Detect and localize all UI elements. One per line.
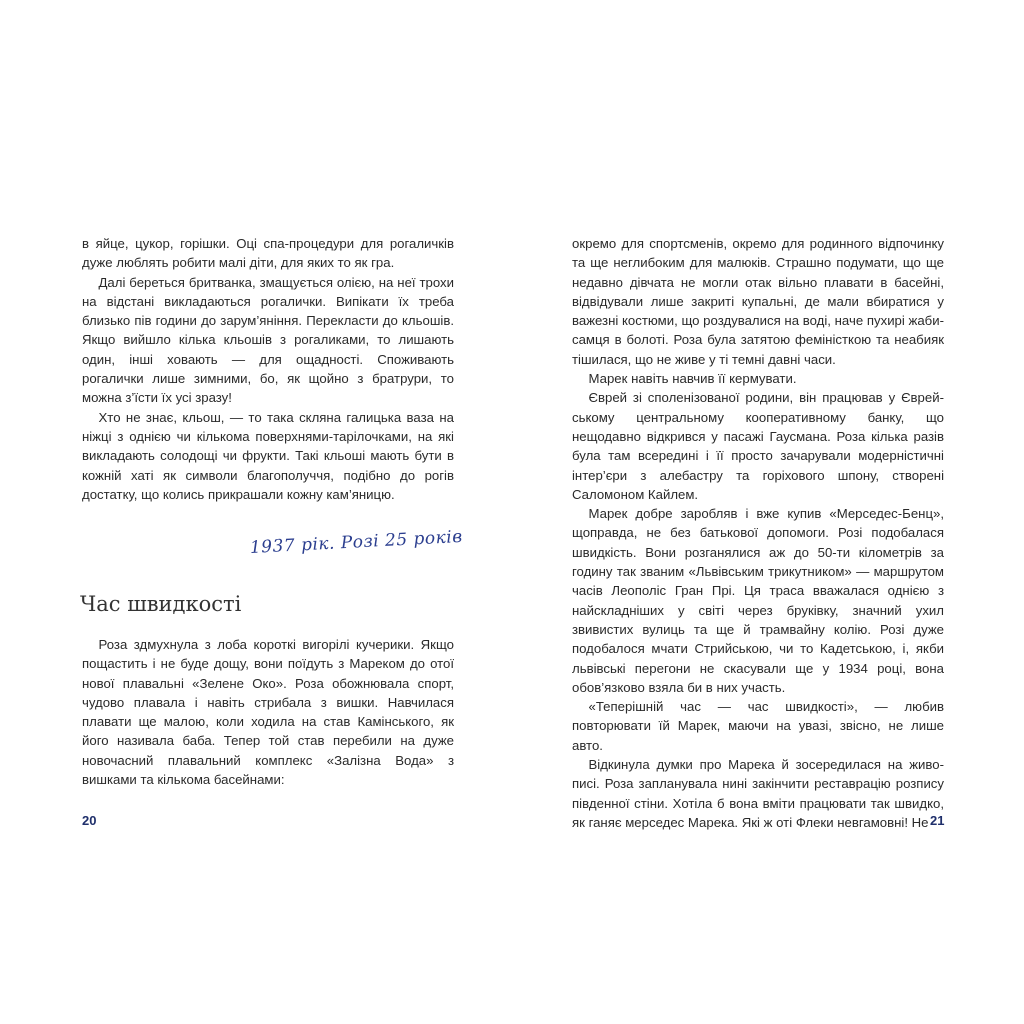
right-text-block <box>572 234 944 832</box>
paragraph: окремо для спортсменів, окремо для родинного відпочинку та ще неглибоким для малюків. Страшно подумати, що ще недавно дівчата не могли отак вільно плавати в басейні, відвідували лише закриті купальні, де мали вбиратися у важезні костюми, що роздувалися на воді, наче пухирі жаби-самця в болоті. Роза була затятою феміністкою та неабияк тішилася, що не живе у ті темні давні часи. <box>572 236 944 367</box>
paragraph: Відкинула думки про Марека й зосередилася на живописі. Роза запланувала нині закінчити реставрацію розпису південної стіни. Хотіла б вона вміти працювати так швидко, як ганяє мерседес Марека. Які ж оті Флеки невгамовні! Не <box>572 757 944 830</box>
left-text-block-top <box>82 234 454 504</box>
paragraph: в яйце, цукор, горішки. Оці спа-процедури для рогаличків дуже люблять робити малі діти, для яких то як гра. <box>82 236 454 271</box>
paragraph: Хто не знає, кльош, — то така скляна галицька ваза на ніжці з однією чи кількома поверхнями-тарілочками, на які викладають солодощі чи фрукти. Такі кльоші мають бути в кожній хаті як символи благополуччя, подібно до рогів достатку, що колись прикрашали кожну кам’яницю. <box>82 409 454 502</box>
paragraph: Єврей зі споленізованої родини, він працював у Єврейському центральному кооперативному банку, що нещодавно відкрився у пасажі Гаусмана. Роза кілька разів була там всередині і її просто зачарували модерністичні інтер’єри з алебастру та горіхового шпону, створені Саломоном Кайлем. <box>572 390 944 502</box>
paragraph: Марек добре заробляв і вже купив «Мерседес-Бенц», щоправда, не без батькової допомоги. Розі подобалася швидкість. Вони розганялися аж до 50-ти кілометрів за годину так званим «Львівським трикутником» — маршрутом часів Леополіс Гран Прі. Ця траса вважалася однією з найскладніших у світі через бруківку, значний ухил звивистих вулиць та ще й трамвайну колію. Розі дуже подобалося мчати Стрийською, чи то Кадетською, і, якби львівські перегони не скасували ще у 1934 році, вона обов’язково взяла би в них участь. <box>572 506 944 695</box>
page-number-left: 20 <box>82 813 97 828</box>
right-page <box>512 0 1024 1024</box>
section-title: Час швидкості <box>80 592 242 616</box>
paragraph: «Теперішній час — час швидкості», — любив повторювати їй Марек, маючи на увазі, звісно, не лише авто. <box>572 699 944 753</box>
page-number-right: 21 <box>930 813 945 828</box>
handwritten-note: 1937 рік. Розі 25 років <box>249 526 464 558</box>
left-text-block-bottom <box>82 635 454 789</box>
paragraph: Далі береться бритванка, змащується олією, на неї трохи на відстані викладаються рогалички. Випікати їх треба близько пів години до зарум’яніння. Перекласти до кльошів. Якщо вийшло кілька кльошів з рогаликами, то лишають один, інші ховають — для ощадності. Споживають рогалички лише зимними, бо, як щойно з братрури, то можна з’їсти їх усі зразу! <box>82 274 454 406</box>
paragraph: Роза здмухнула з лоба короткі вигорілі кучерики. Якщо пощастить і не буде дощу, вони поїдуть з Мареком до отої нової плавальні «Зелене Око». Роза обожнювала спорт, чудово плавала і навіть стрибала з вишки. Навчилася плавати ще малою, коли ходила на став Камінського, як його називала баба. Тепер той став перебили на дуже новочасний плавальний комплекс «Залізна Вода» з вишками та кількома басейнами: <box>82 637 454 788</box>
paragraph: Марек навіть навчив її кермувати. <box>588 371 797 387</box>
